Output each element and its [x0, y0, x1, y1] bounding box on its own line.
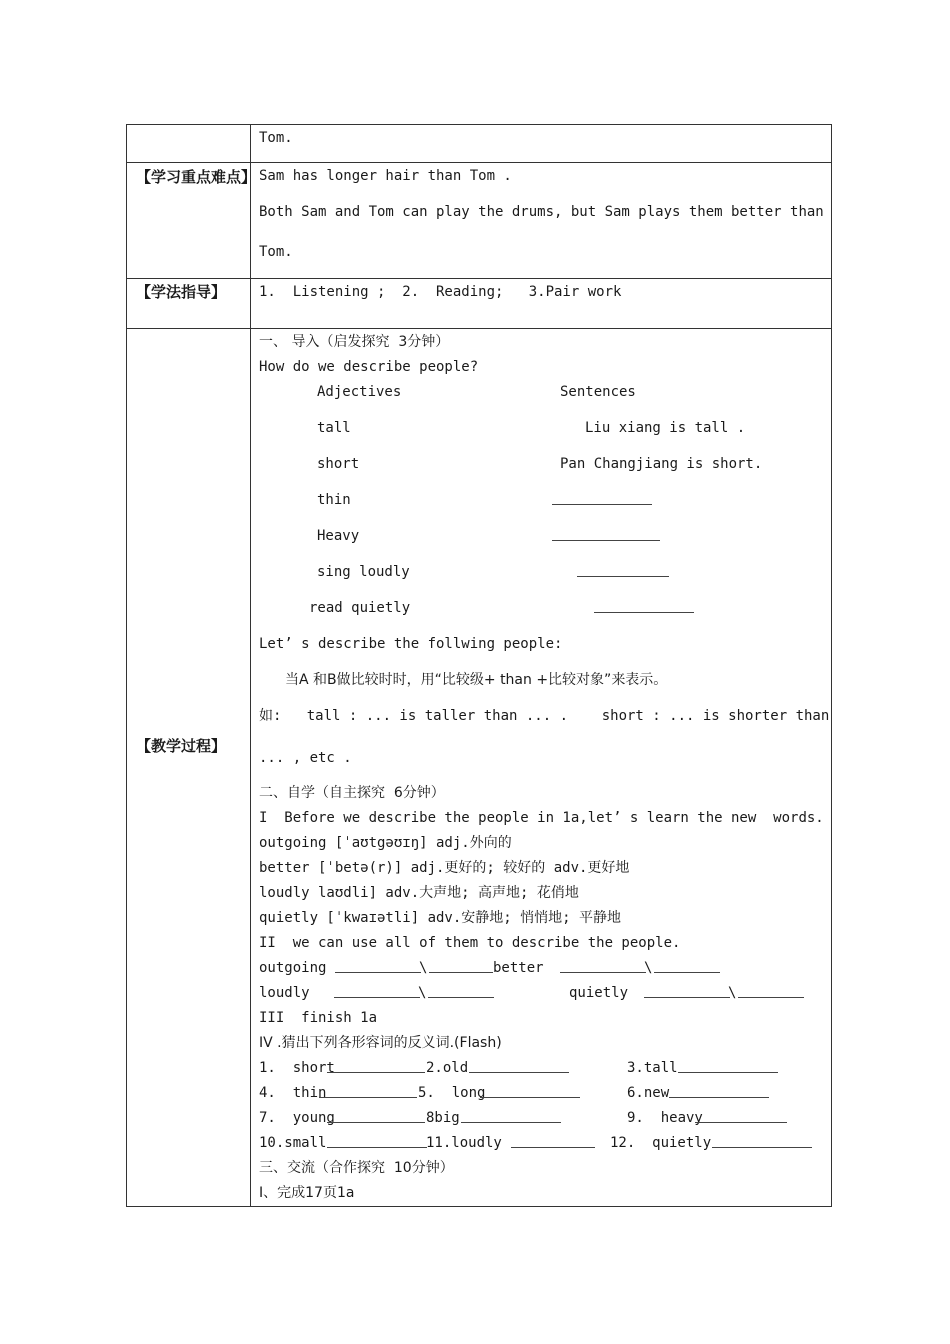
- answer-blank[interactable]: [552, 526, 660, 541]
- sentence-item: Pan Changjiang is short.: [560, 456, 763, 472]
- antonym-item: 1. short: [259, 1060, 335, 1076]
- answer-blank[interactable]: [327, 1058, 425, 1073]
- answer-blank[interactable]: [480, 1083, 580, 1098]
- vocab-item: outgoing [ˈaʊtgəʊɪŋ] adj.外向的: [259, 835, 512, 851]
- vocab-item: better [ˈbetə(r)] adj.更好的; 较好的 adv.更好地: [259, 860, 630, 876]
- lesson-plan-table: [126, 124, 832, 1207]
- use-words-line: [259, 956, 823, 981]
- answer-blank[interactable]: [594, 598, 694, 613]
- answer-blank[interactable]: [469, 1058, 569, 1073]
- table-row: [127, 163, 832, 279]
- text-line: III finish 1a: [259, 1010, 378, 1026]
- row-label-key-points: [127, 163, 257, 279]
- antonym-item: 11.loudly: [426, 1135, 502, 1151]
- section-heading: 一、 导入（启发探究 3分钟）: [259, 334, 450, 350]
- answer-blank[interactable]: [695, 1108, 787, 1123]
- backslash: \: [418, 985, 427, 1001]
- answer-blank[interactable]: [335, 958, 421, 973]
- table-row: [127, 125, 832, 163]
- text-line: [259, 452, 823, 477]
- adjective-item: read quietly: [309, 600, 411, 616]
- answer-blank[interactable]: [327, 1108, 425, 1123]
- answer-blank[interactable]: [552, 490, 652, 505]
- text-line: I Before we describe the people in 1a,let’ s learn the new words.: [259, 810, 824, 826]
- answer-blank[interactable]: [511, 1133, 595, 1148]
- answer-blank[interactable]: [669, 1083, 769, 1098]
- answer-blank[interactable]: [654, 958, 720, 973]
- answer-blank[interactable]: [319, 1083, 417, 1098]
- antonym-row: [259, 1081, 823, 1106]
- adjective-item: short: [317, 456, 360, 472]
- vocab-item: quietly [ˈkwaɪətli] adv.安静地; 悄悄地; 平静地: [259, 910, 622, 926]
- word-label: loudly: [259, 985, 310, 1001]
- answer-blank[interactable]: [644, 983, 730, 998]
- adjective-item: sing loudly: [317, 564, 410, 580]
- text-line: [259, 524, 823, 549]
- text-line: I、完成17页1a: [259, 1185, 355, 1201]
- antonym-item: 2.old: [426, 1060, 469, 1076]
- text-line: [259, 560, 823, 585]
- word-label: quietly: [569, 985, 629, 1001]
- answer-blank[interactable]: [712, 1133, 812, 1148]
- backslash: \: [728, 985, 737, 1001]
- table-row: [127, 279, 832, 329]
- row-content-method: [251, 279, 832, 329]
- antonym-item: 7. young: [259, 1110, 335, 1126]
- antonym-item: 12. quietly: [610, 1135, 712, 1151]
- text-line: How do we describe people?: [259, 359, 479, 375]
- antonym-item: 8big: [426, 1110, 460, 1126]
- antonym-item: 3.tall: [627, 1060, 678, 1076]
- use-words-line: [259, 981, 823, 1006]
- label-text: 【学习重点难点】: [136, 168, 257, 186]
- answer-blank[interactable]: [428, 983, 494, 998]
- text-line: 1. Listening ; 2. Reading; 3.Pair work: [259, 284, 622, 300]
- row-label-process: [127, 329, 251, 1207]
- text-line: Tom.: [259, 244, 293, 260]
- row-content: [251, 125, 832, 163]
- answer-blank[interactable]: [429, 958, 493, 973]
- text-line: II we can use all of them to describe the people.: [259, 935, 681, 951]
- word-label: better: [493, 960, 544, 976]
- antonym-item: 4. thin: [259, 1085, 327, 1101]
- antonym-row: [259, 1056, 823, 1081]
- label-text: 【教学过程】: [136, 736, 227, 755]
- row-label-method: [127, 279, 251, 329]
- antonym-item: 5. long: [418, 1085, 486, 1101]
- rule-text: 当A 和B做比较时时，用“比较级+ than +比较对象”来表示。: [285, 672, 668, 688]
- answer-blank[interactable]: [327, 1133, 427, 1148]
- adjective-item: Heavy: [317, 528, 360, 544]
- answer-blank[interactable]: [577, 562, 669, 577]
- adjective-item: tall: [317, 420, 351, 436]
- backslash: \: [419, 960, 428, 976]
- label-text: 【学法指导】: [136, 283, 227, 301]
- row-content-key-points: [251, 163, 832, 279]
- sentence-item: Liu xiang is tall .: [585, 420, 746, 436]
- backslash: \: [644, 960, 653, 976]
- sentences-header: Sentences: [560, 384, 636, 400]
- answer-blank[interactable]: [461, 1108, 561, 1123]
- text-line: Both Sam and Tom can play the drums, but Sam plays them better than: [259, 204, 824, 220]
- text-line: IV .猜出下列各形容词的反义词.(Flash): [259, 1035, 502, 1051]
- answer-blank[interactable]: [560, 958, 646, 973]
- answer-blank[interactable]: [738, 983, 804, 998]
- antonym-row: [259, 1131, 823, 1156]
- text-line: Tom.: [259, 130, 293, 146]
- antonym-item: 6.new: [627, 1085, 670, 1101]
- section-heading: 三、交流（合作探究 10分钟）: [259, 1160, 454, 1176]
- text-line: [259, 488, 823, 513]
- row-label-empty: [127, 125, 251, 163]
- row-content-process: [251, 329, 832, 1207]
- vocab-item: loudly laʊdli] adv.大声地; 高声地; 花俏地: [259, 885, 579, 901]
- answer-blank[interactable]: [678, 1058, 778, 1073]
- antonym-item: 9. heavy: [627, 1110, 703, 1126]
- table-row: [127, 329, 832, 1207]
- answer-blank[interactable]: [334, 983, 420, 998]
- text-line: [259, 380, 823, 405]
- word-label: outgoing: [259, 960, 327, 976]
- text-line: Sam has longer hair than Tom .: [259, 168, 512, 184]
- text-line: [259, 596, 823, 621]
- section-heading: 二、自学（自主探究 6分钟）: [259, 785, 445, 801]
- example-line: 如: tall : ... is taller than ... . short : ... is shorter than: [259, 708, 830, 724]
- antonym-row: [259, 1106, 823, 1131]
- example-line: ... , etc .: [259, 750, 352, 766]
- adjectives-header: Adjectives: [317, 384, 402, 400]
- antonym-item: 10.small: [259, 1135, 327, 1151]
- text-line: [259, 416, 823, 441]
- adjective-item: thin: [317, 492, 351, 508]
- text-line: Let’ s describe the follwing people:: [259, 636, 563, 652]
